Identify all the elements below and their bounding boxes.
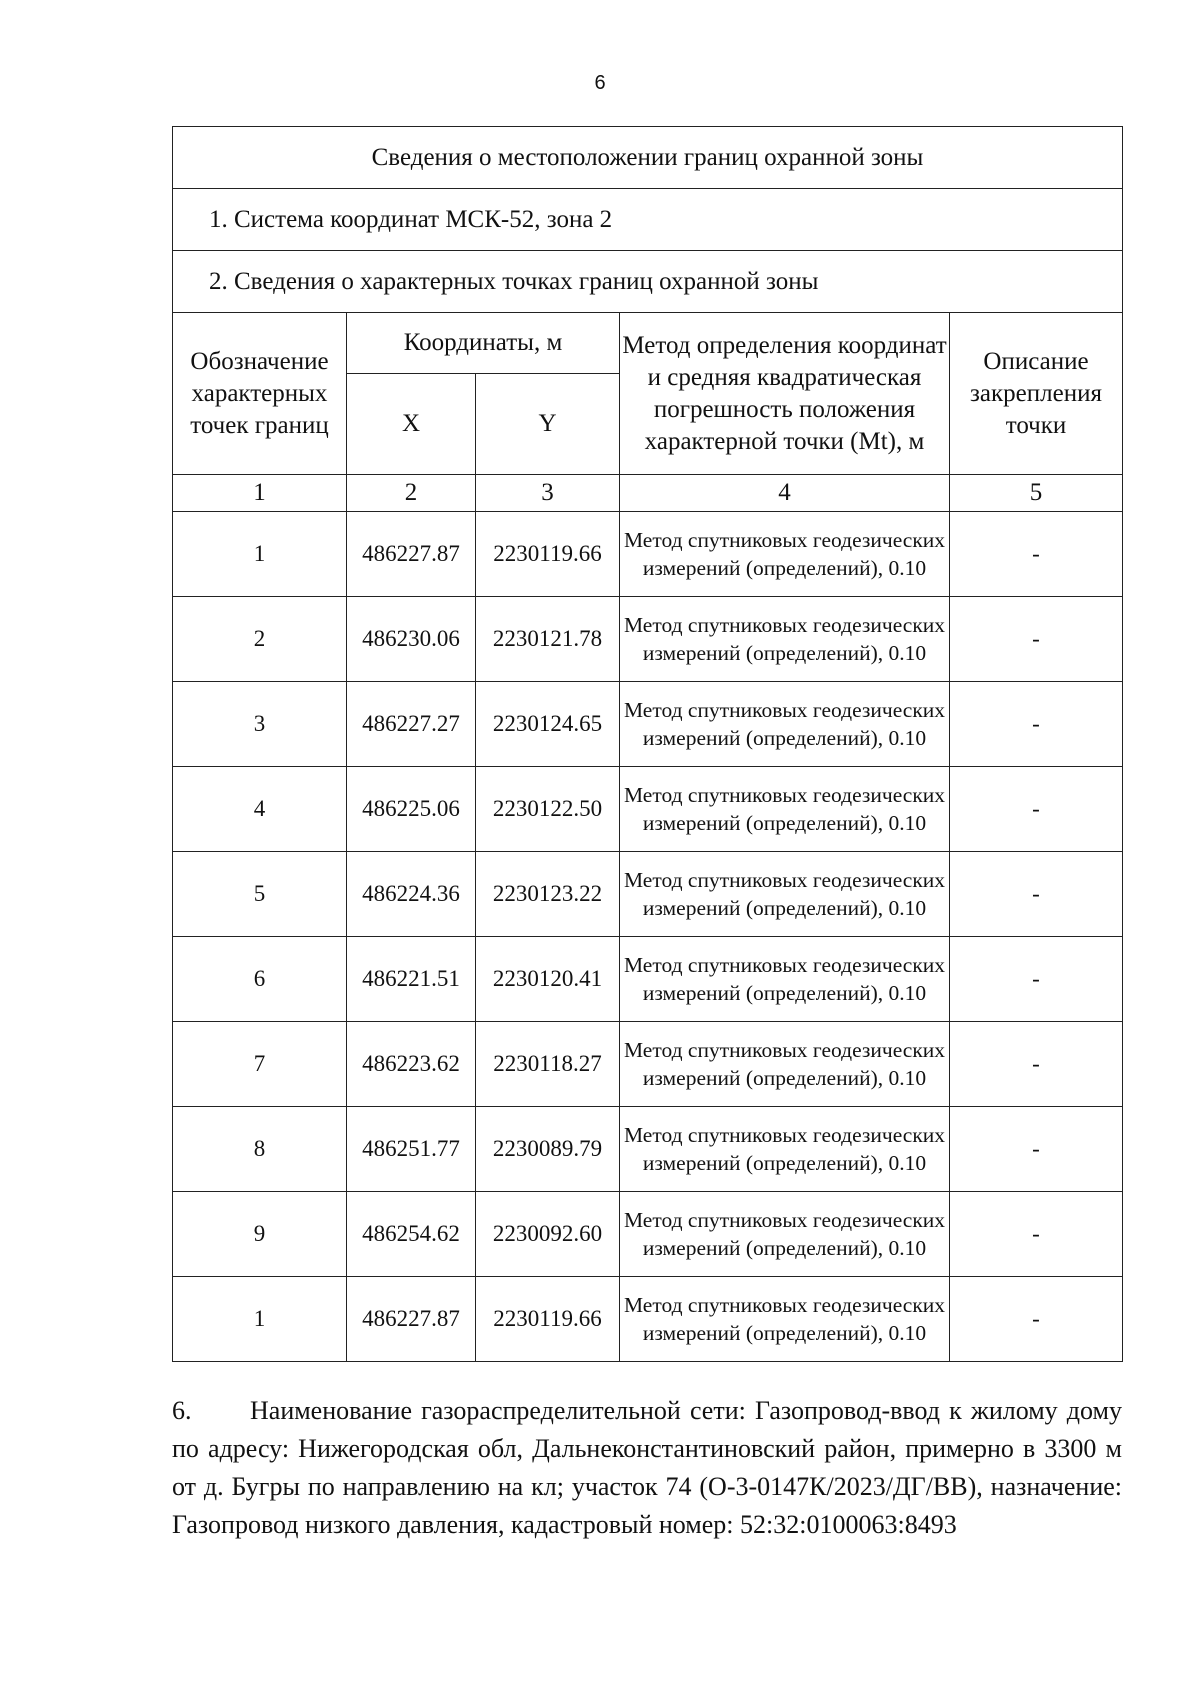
x-cell: 486225.06 bbox=[347, 767, 476, 852]
table-row bbox=[173, 852, 1123, 937]
x-cell: 486227.87 bbox=[347, 1277, 476, 1362]
description-cell: - bbox=[950, 937, 1123, 1022]
method-cell: Метод спутниковых геодезических измерений (определений), 0.10 bbox=[620, 937, 950, 1022]
point-cell: 9 bbox=[173, 1192, 347, 1277]
point-cell: 5 bbox=[173, 852, 347, 937]
point-cell: 1 bbox=[173, 512, 347, 597]
table-row bbox=[173, 1277, 1123, 1362]
y-cell: 2230122.50 bbox=[476, 767, 620, 852]
y-cell: 2230119.66 bbox=[476, 512, 620, 597]
method-cell: Метод спутниковых геодезических измерений (определений), 0.10 bbox=[620, 767, 950, 852]
y-cell: 2230120.41 bbox=[476, 937, 620, 1022]
coordinate-system: 1. Система координат МСК-52, зона 2 bbox=[173, 189, 1123, 251]
y-cell: 2230089.79 bbox=[476, 1107, 620, 1192]
description-cell: - bbox=[950, 1277, 1123, 1362]
column-number-row bbox=[173, 475, 1123, 512]
coordinate-system-row bbox=[173, 189, 1123, 251]
description-cell: - bbox=[950, 1022, 1123, 1107]
x-cell: 486227.27 bbox=[347, 682, 476, 767]
method-cell: Метод спутниковых геодезических измерений (определений), 0.10 bbox=[620, 512, 950, 597]
x-cell: 486223.62 bbox=[347, 1022, 476, 1107]
point-cell: 8 bbox=[173, 1107, 347, 1192]
description-cell: - bbox=[950, 1192, 1123, 1277]
boundary-points-table bbox=[172, 126, 1123, 1362]
description-cell: - bbox=[950, 767, 1123, 852]
x-cell: 486254.62 bbox=[347, 1192, 476, 1277]
x-cell: 486227.87 bbox=[347, 512, 476, 597]
column-number: 1 bbox=[173, 475, 347, 512]
column-number: 2 bbox=[347, 475, 476, 512]
method-cell: Метод спутниковых геодезических измерений (определений), 0.10 bbox=[620, 852, 950, 937]
y-cell: 2230123.22 bbox=[476, 852, 620, 937]
y-cell: 2230092.60 bbox=[476, 1192, 620, 1277]
page-number: 6 bbox=[594, 72, 606, 94]
description-cell: - bbox=[950, 512, 1123, 597]
header-row-1 bbox=[173, 313, 1123, 374]
table-row bbox=[173, 937, 1123, 1022]
description-cell: - bbox=[950, 1107, 1123, 1192]
table-row bbox=[173, 682, 1123, 767]
point-cell: 6 bbox=[173, 937, 347, 1022]
point-cell: 2 bbox=[173, 597, 347, 682]
x-cell: 486221.51 bbox=[347, 937, 476, 1022]
table-title: Сведения о местоположении границ охранной зоны bbox=[173, 127, 1123, 189]
table-row bbox=[173, 512, 1123, 597]
column-number: 4 bbox=[620, 475, 950, 512]
method-cell: Метод спутниковых геодезических измерений (определений), 0.10 bbox=[620, 682, 950, 767]
point-cell: 7 bbox=[173, 1022, 347, 1107]
point-cell: 1 bbox=[173, 1277, 347, 1362]
table-row bbox=[173, 1107, 1123, 1192]
header-y: Y bbox=[476, 374, 620, 475]
column-number: 3 bbox=[476, 475, 620, 512]
method-cell: Метод спутниковых геодезических измерений (определений), 0.10 bbox=[620, 1022, 950, 1107]
footer-number: 6. bbox=[172, 1396, 192, 1425]
x-cell: 486230.06 bbox=[347, 597, 476, 682]
table-row bbox=[173, 597, 1123, 682]
description-cell: - bbox=[950, 682, 1123, 767]
point-cell: 3 bbox=[173, 682, 347, 767]
method-cell: Метод спутниковых геодезических измерений (определений), 0.10 bbox=[620, 1192, 950, 1277]
header-coordinates: Координаты, м bbox=[347, 313, 620, 374]
footer-paragraph bbox=[172, 1392, 1122, 1544]
y-cell: 2230121.78 bbox=[476, 597, 620, 682]
column-number: 5 bbox=[950, 475, 1123, 512]
header-x: X bbox=[347, 374, 476, 475]
y-cell: 2230119.66 bbox=[476, 1277, 620, 1362]
y-cell: 2230118.27 bbox=[476, 1022, 620, 1107]
point-cell: 4 bbox=[173, 767, 347, 852]
method-cell: Метод спутниковых геодезических измерений (определений), 0.10 bbox=[620, 1107, 950, 1192]
header-designation: Обозначение характерных точек границ bbox=[173, 313, 347, 475]
header-method: Метод определения координат и средняя квадратическая погрешность положения характерной точки (Mt), м bbox=[620, 313, 950, 475]
table-row bbox=[173, 767, 1123, 852]
table-row bbox=[173, 1192, 1123, 1277]
description-cell: - bbox=[950, 852, 1123, 937]
table-title-row bbox=[173, 127, 1123, 189]
header-description: Описание закрепления точки bbox=[950, 313, 1123, 475]
points-heading-row bbox=[173, 251, 1123, 313]
x-cell: 486251.77 bbox=[347, 1107, 476, 1192]
y-cell: 2230124.65 bbox=[476, 682, 620, 767]
x-cell: 486224.36 bbox=[347, 852, 476, 937]
points-heading: 2. Сведения о характерных точках границ охранной зоны bbox=[173, 251, 1123, 313]
method-cell: Метод спутниковых геодезических измерений (определений), 0.10 bbox=[620, 1277, 950, 1362]
table-row bbox=[173, 1022, 1123, 1107]
method-cell: Метод спутниковых геодезических измерений (определений), 0.10 bbox=[620, 597, 950, 682]
description-cell: - bbox=[950, 597, 1123, 682]
footer-text: Наименование газораспределительной сети: Газопровод-ввод к жилому дому по адресу: Нижегородская обл, Дальнеконстантиновский район, примерно в 3300 м от д. Бугры по направлению на кл; участок 74 (О-3-0147К/2023/ДГ/ВВ), назначение: Газопровод низкого давления, кадастровый номер: 52:32:0100063:8493 bbox=[172, 1396, 1122, 1539]
